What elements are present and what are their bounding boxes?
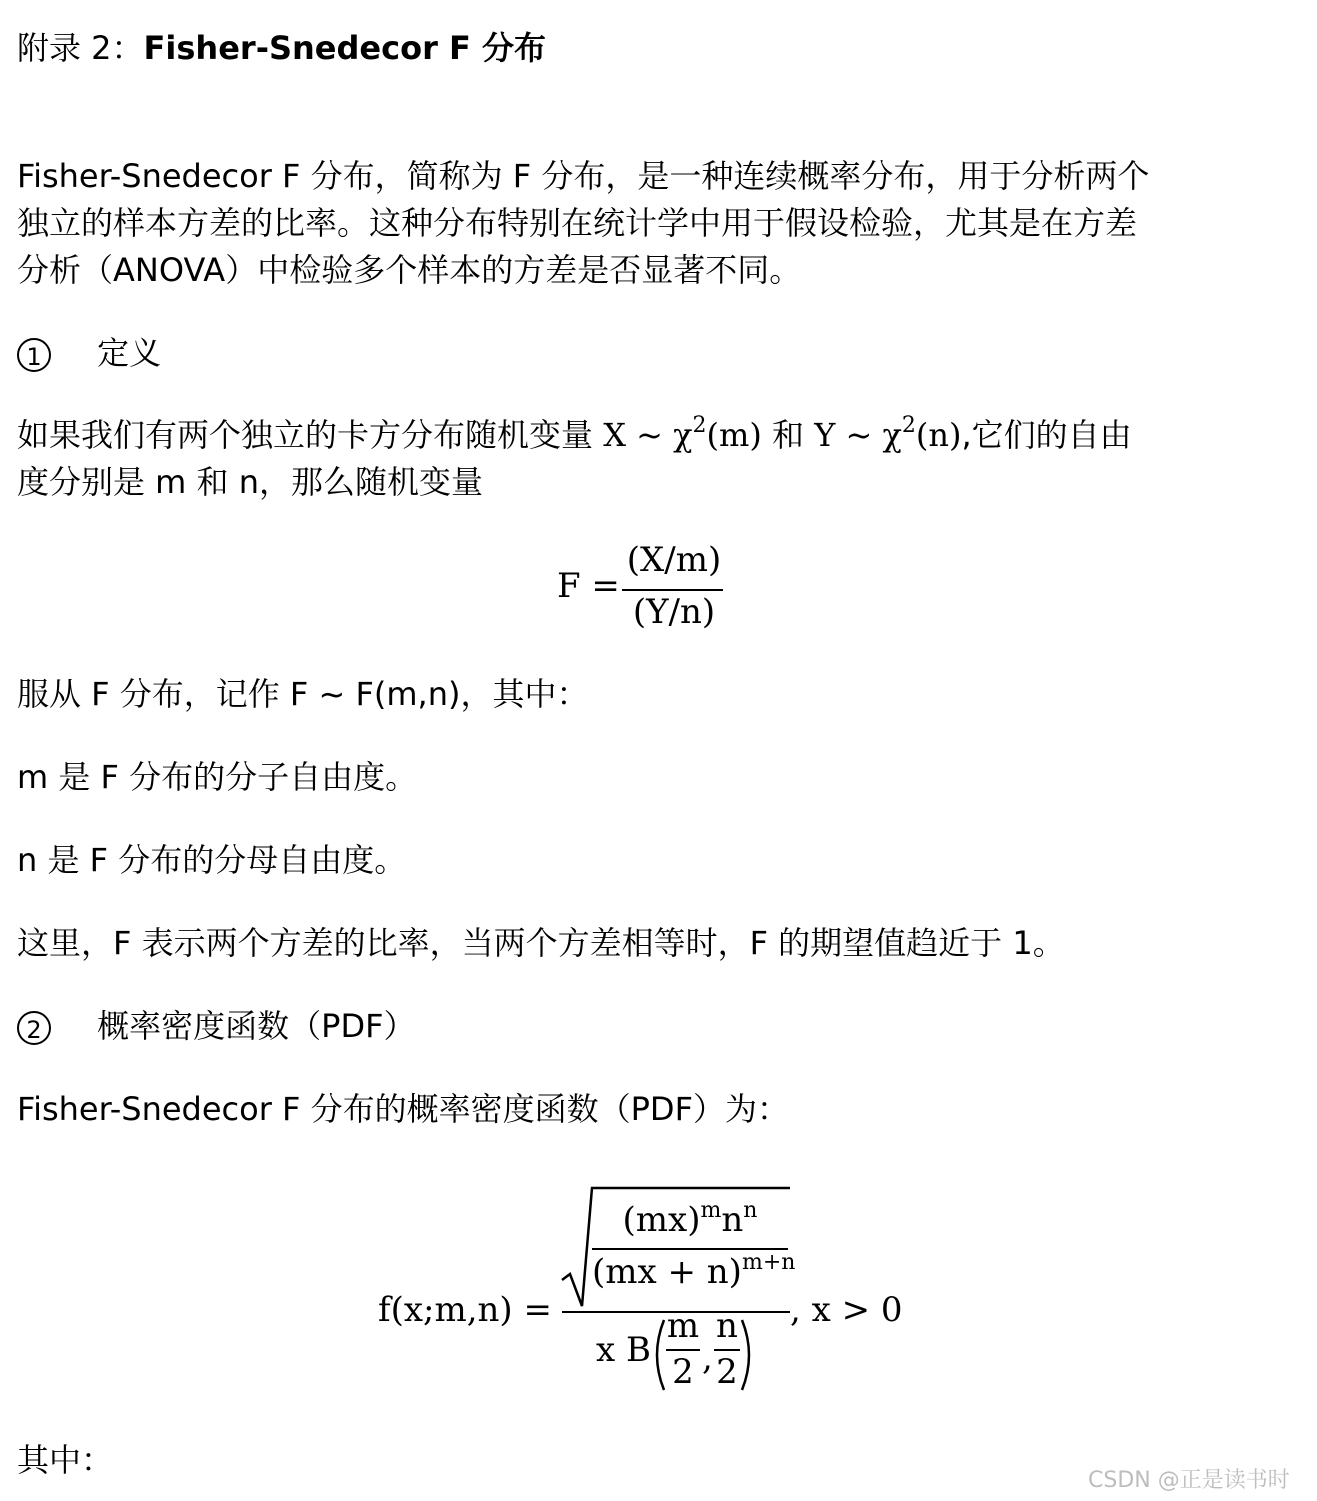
inner-denominator-exp: m+n <box>741 1250 796 1275</box>
inner-denominator <box>592 1250 796 1292</box>
inner-numerator-exp-n: n <box>743 1198 758 1223</box>
intro-line-2: 独立的样本方差的比率。这种分布特别在统计学中用于假设检验，尤其是在方差 <box>17 204 1138 242</box>
section-1-number-icon: 1 <box>17 338 51 372</box>
pdf-intro: Fisher-Snedecor F 分布的概率密度函数（PDF）为： <box>17 1090 789 1128</box>
y-chi-sup: 2 <box>901 413 916 438</box>
x-chi-square: X ~ χ <box>603 416 693 454</box>
beta-arg-m-2: 2 <box>672 1352 694 1392</box>
section-2-heading <box>17 1002 416 1050</box>
beta-arg-n-bar <box>714 1349 740 1351</box>
denominator-xb: x B <box>596 1330 651 1370</box>
definition-text-b: ,它们的自由 <box>961 416 1132 454</box>
section-1-heading <box>17 329 161 377</box>
x-chi-df: (m) <box>706 416 762 454</box>
inner-denominator-base: (mx + n) <box>592 1252 742 1292</box>
section-2-number-icon: 2 <box>17 1011 51 1045</box>
y-chi-df: (n) <box>915 416 962 454</box>
section-2-title: 概率密度函数（PDF） <box>97 1007 416 1045</box>
beta-arg-n-2: 2 <box>716 1352 738 1392</box>
right-paren-icon <box>738 1318 758 1392</box>
inner-numerator-exp-m: m <box>700 1198 722 1223</box>
where-label: 其中： <box>17 1441 114 1479</box>
formula-1-denominator: (Y/n) <box>632 592 716 632</box>
n-degree-line: n 是 F 分布的分母自由度。 <box>17 841 407 879</box>
follows-line: 服从 F 分布，记作 F ~ F(m,n)，其中： <box>17 675 589 713</box>
ratio-line: 这里，F 表示两个方差的比率，当两个方差相等时，F 的期望值趋近于 1。 <box>17 924 1065 962</box>
left-paren-icon <box>648 1318 668 1392</box>
heading-prefix: 附录 2： <box>17 29 144 67</box>
definition-and: 和 <box>761 416 815 454</box>
inner-numerator-base: (mx) <box>622 1200 701 1240</box>
csdn-watermark: CSDN @正是读书时 <box>1088 1468 1290 1493</box>
page-heading <box>17 24 546 72</box>
intro-line-3: 分析（ANOVA）中检验多个样本的方差是否显著不同。 <box>17 251 802 289</box>
y-chi-square: Y ~ χ <box>814 416 902 454</box>
beta-comma: , <box>702 1338 713 1378</box>
formula-2-condition: , x > 0 <box>790 1290 903 1330</box>
section-1-title: 定义 <box>97 334 162 372</box>
formula-1-fraction-bar <box>622 589 723 591</box>
inner-numerator-n: n <box>721 1200 744 1240</box>
definition-line-1 <box>17 411 1132 464</box>
formula-1-lhs: F = <box>557 566 620 606</box>
beta-arg-m: m <box>666 1306 700 1346</box>
beta-arg-n: n <box>716 1306 738 1346</box>
x-chi-sup: 2 <box>692 413 707 438</box>
definition-text-a: 如果我们有两个独立的卡方分布随机变量 <box>17 416 604 454</box>
formula-1-numerator: (X/m) <box>626 540 722 580</box>
m-degree-line: m 是 F 分布的分子自由度。 <box>17 758 418 796</box>
beta-arg-m-bar <box>666 1349 700 1351</box>
inner-numerator <box>592 1200 788 1240</box>
formula-2-lhs: f(x;m,n) = <box>378 1290 552 1330</box>
heading-main: Fisher-Snedecor F 分布 <box>143 29 546 67</box>
intro-line-1: Fisher-Snedecor F 分布，简称为 F 分布，是一种连续概率分布，用于分析两个 <box>17 157 1150 195</box>
definition-line-2: 度分别是 m 和 n，那么随机变量 <box>17 463 483 501</box>
